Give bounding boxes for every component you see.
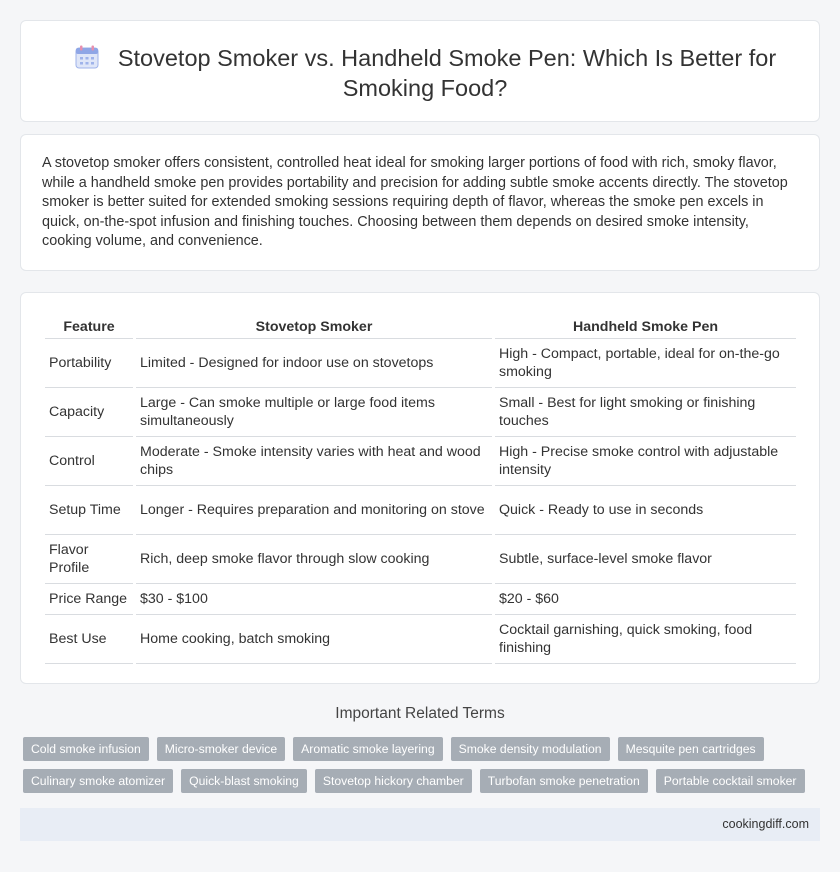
- row-pen-value: Subtle, surface-level smoke flavor: [495, 535, 796, 584]
- row-feature: Best Use: [45, 615, 133, 664]
- row-stovetop-value: Large - Can smoke multiple or large food items simultaneously: [136, 388, 492, 437]
- row-feature: Control: [45, 437, 133, 486]
- header-feature: Feature: [45, 315, 133, 339]
- title-card: [20, 20, 820, 122]
- row-pen-value: High - Compact, portable, ideal for on-the-go smoking: [495, 339, 796, 388]
- table-row: [45, 486, 796, 535]
- row-stovetop-value: Longer - Requires preparation and monitoring on stove: [136, 486, 492, 535]
- table-row: [45, 535, 796, 584]
- header-handheld-smoke-pen: Handheld Smoke Pen: [495, 315, 796, 339]
- row-stovetop-value: Moderate - Smoke intensity varies with heat and wood chips: [136, 437, 492, 486]
- summary-card: [20, 134, 820, 271]
- row-stovetop-value: Rich, deep smoke flavor through slow cooking: [136, 535, 492, 584]
- table-row: [45, 615, 796, 664]
- row-feature: Setup Time: [45, 486, 133, 535]
- related-term-tag[interactable]: Culinary smoke atomizer: [23, 769, 173, 793]
- related-term-tag[interactable]: Mesquite pen cartridges: [618, 737, 764, 761]
- related-term-tag[interactable]: Portable cocktail smoker: [656, 769, 805, 793]
- related-term-tag[interactable]: Cold smoke infusion: [23, 737, 149, 761]
- row-stovetop-value: Home cooking, batch smoking: [136, 615, 492, 664]
- page-title: Stovetop Smoker vs. Handheld Smoke Pen: Which Is Better for Smoking Food?: [117, 45, 777, 101]
- table-row: [45, 584, 796, 615]
- related-terms-title: Important Related Terms: [335, 705, 505, 722]
- footer: [20, 808, 820, 841]
- row-feature: Price Range: [45, 584, 133, 615]
- header-stovetop-smoker: Stovetop Smoker: [136, 315, 492, 339]
- table-row: [45, 437, 796, 486]
- row-feature: Portability: [45, 339, 133, 388]
- row-pen-value: Small - Best for light smoking or finishing touches: [495, 388, 796, 437]
- row-stovetop-value: Limited - Designed for indoor use on stovetops: [136, 339, 492, 388]
- row-pen-value: Cocktail garnishing, quick smoking, food finishing: [495, 615, 796, 664]
- row-pen-value: $20 - $60: [495, 584, 796, 615]
- related-term-tag[interactable]: Smoke density modulation: [451, 737, 610, 761]
- related-term-tag[interactable]: Stovetop hickory chamber: [315, 769, 472, 793]
- row-stovetop-value: $30 - $100: [136, 584, 492, 615]
- row-feature: Flavor Profile: [45, 535, 133, 584]
- summary-text: A stovetop smoker offers consistent, controlled heat ideal for smoking larger portions of food with rich, smoky flavor, while a handheld smoke pen provides portability and precision for adding subtle smoke accents directly. The stovetop smoker is better suited for extended smoking sessions requiring depth of flavor, whereas the smoke pen excels in quick, on-the-spot infusion and finishing touches. Choosing between them depends on desired smoke intensity, cooking volume, and convenience.: [42, 155, 788, 250]
- footer-site-link[interactable]: cookingdiff.com: [722, 817, 809, 831]
- related-term-tag[interactable]: Quick-blast smoking: [181, 769, 307, 793]
- row-pen-value: Quick - Ready to use in seconds: [495, 486, 796, 535]
- calendar-icon: [74, 45, 100, 69]
- row-pen-value: High - Precise smoke control with adjustable intensity: [495, 437, 796, 486]
- related-terms-list: [23, 737, 823, 793]
- comparison-card: [20, 292, 820, 684]
- table-row: [45, 339, 796, 388]
- related-term-tag[interactable]: Turbofan smoke penetration: [480, 769, 648, 793]
- related-term-tag[interactable]: Micro-smoker device: [157, 737, 285, 761]
- table-row: [45, 388, 796, 437]
- related-term-tag[interactable]: Aromatic smoke layering: [293, 737, 442, 761]
- comparison-table: [42, 315, 799, 664]
- page-title-wrap: [61, 43, 789, 103]
- row-feature: Capacity: [45, 388, 133, 437]
